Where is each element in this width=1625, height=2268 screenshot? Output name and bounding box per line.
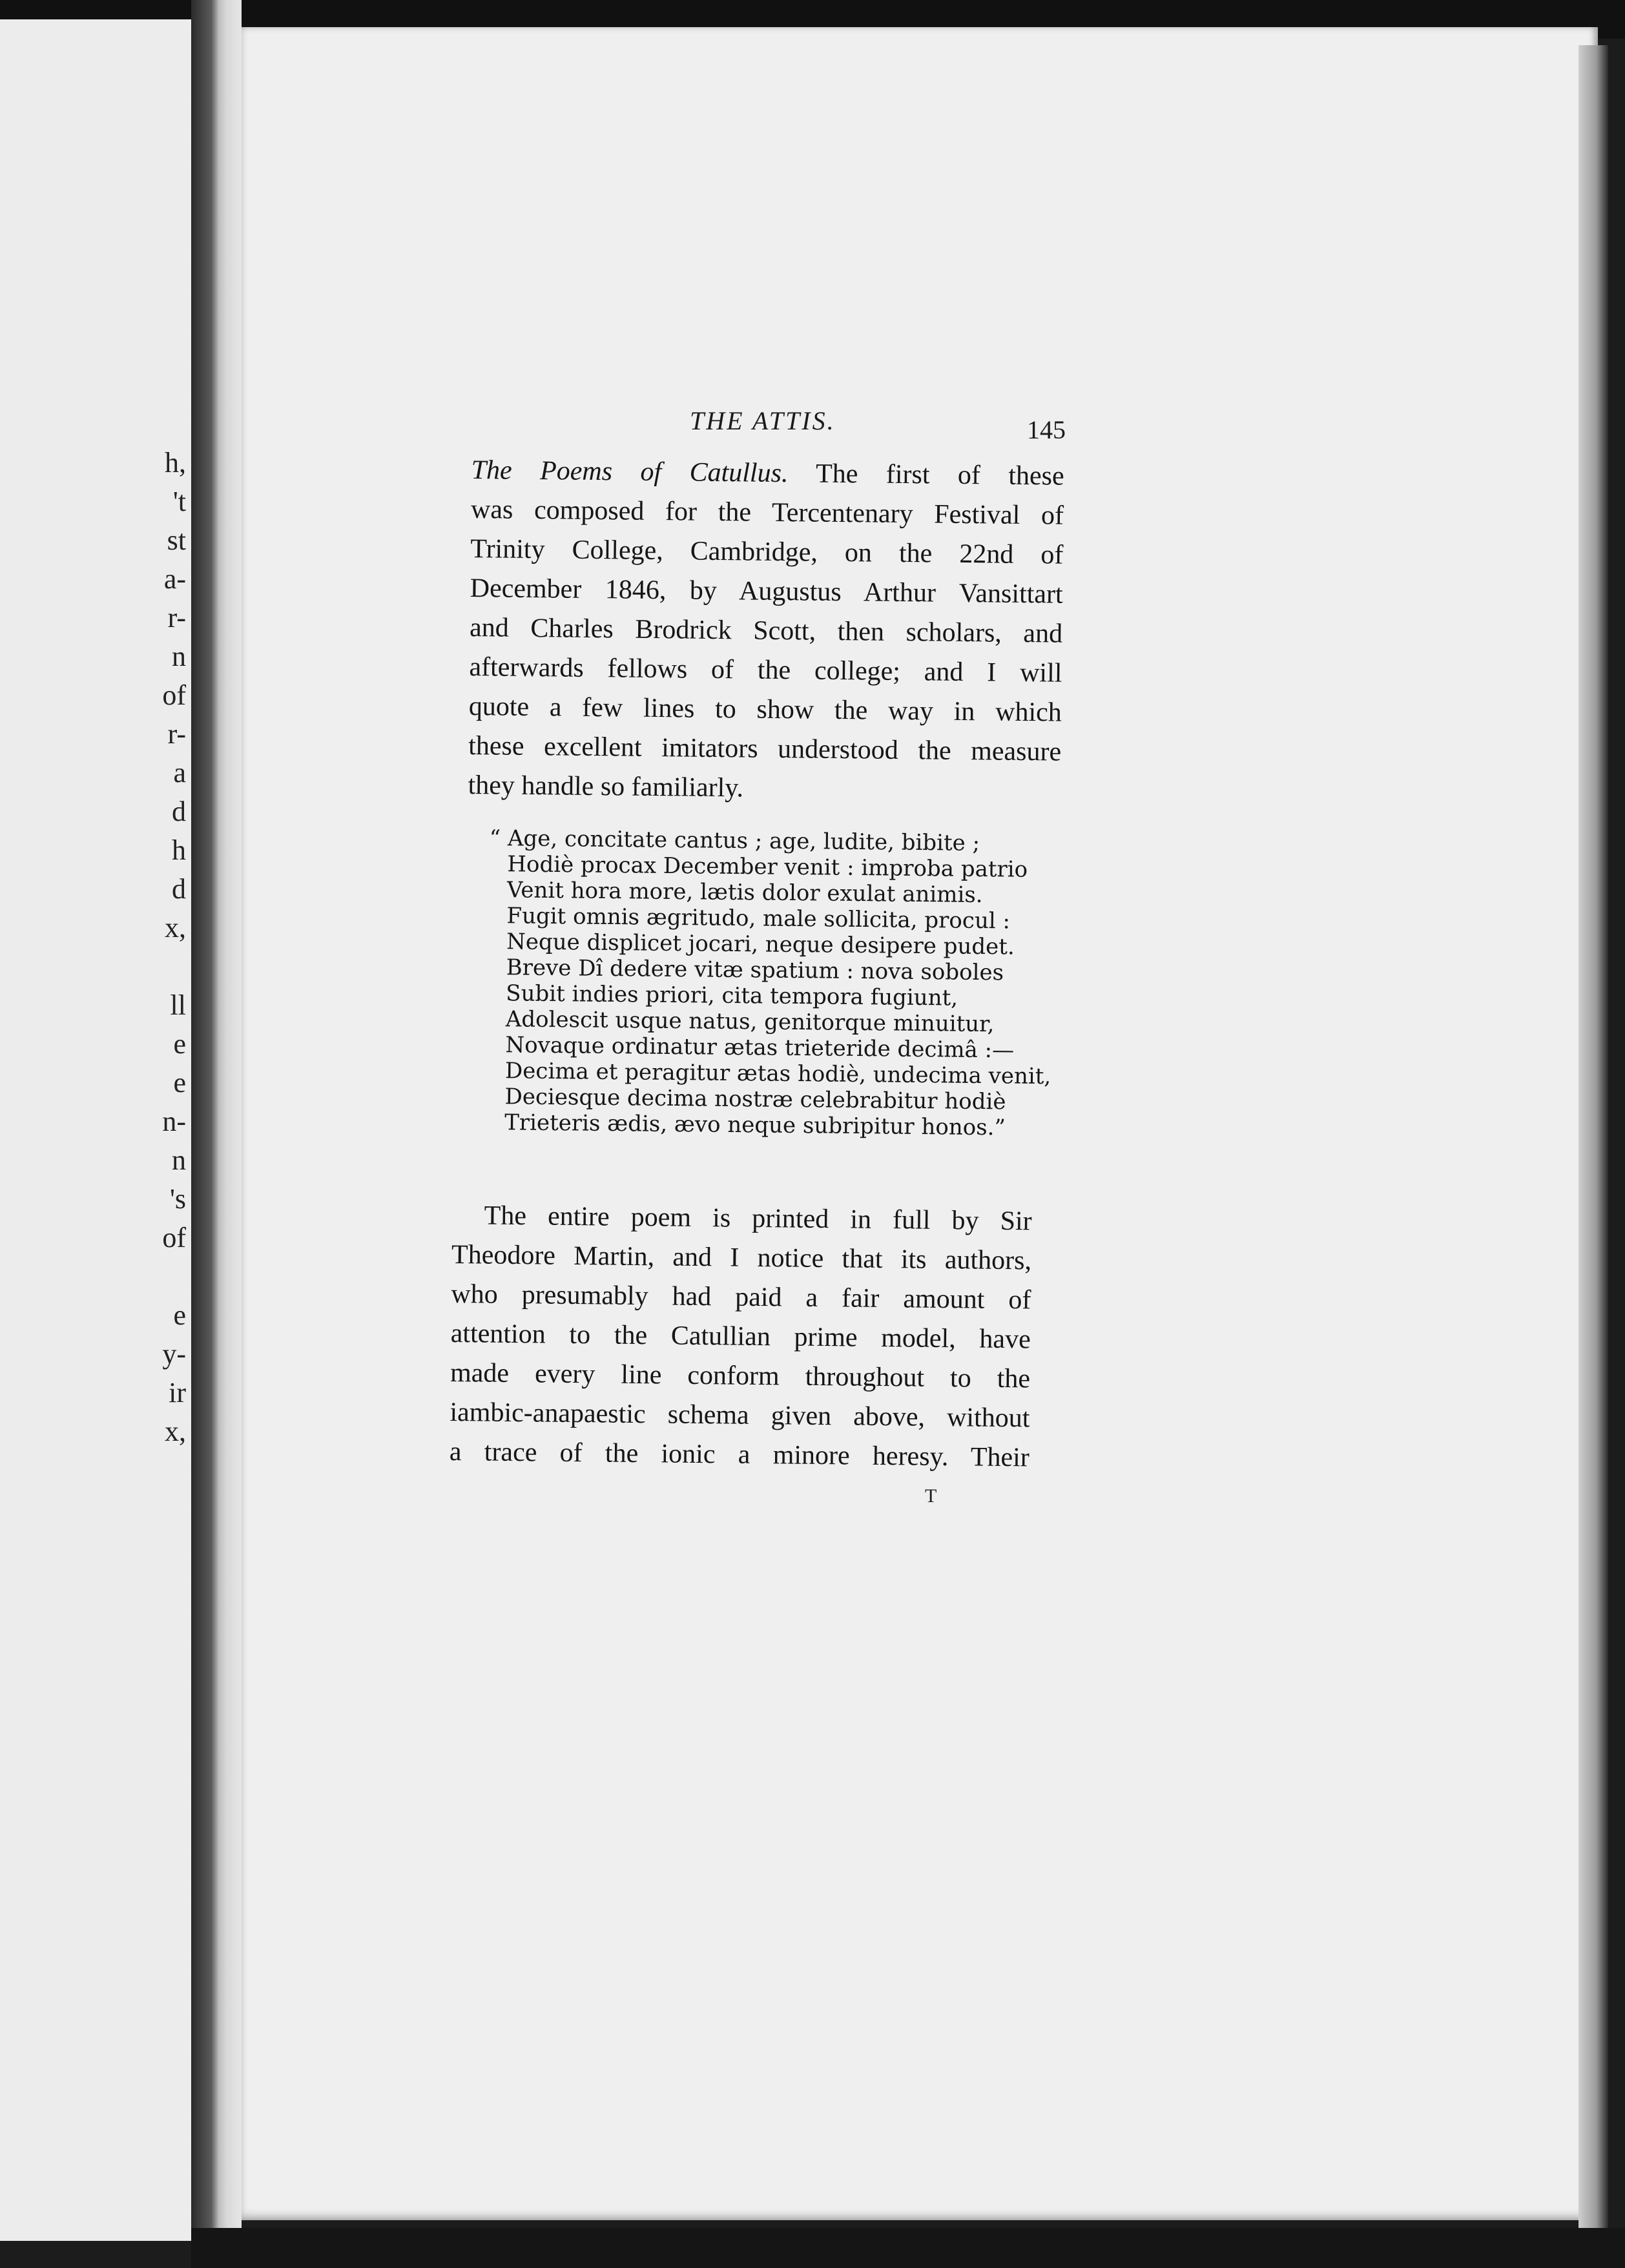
text-line: The entire poem is printed in full by Sir	[484, 1201, 1032, 1237]
quote-line: Fugit omnis ægritudo, male sollicita, procul :	[506, 903, 1011, 934]
left-fragment: 's	[169, 1183, 186, 1215]
intro-paragraph	[468, 451, 1064, 812]
text-line: attention to the Catullian prime model, have	[450, 1318, 1031, 1355]
left-fragment: h	[172, 834, 186, 866]
quote-line: Deciesque decima nostræ celebrabitur hodiè	[504, 1084, 1006, 1115]
left-fragment: ll	[170, 989, 186, 1021]
left-fragment: n	[172, 1144, 186, 1176]
closing-paragraph	[450, 1196, 1032, 1478]
book-title: The Poems of Catullus.	[471, 455, 789, 489]
quote-line: Novaque ordinatur ætas trieteride decimâ :—	[505, 1032, 1015, 1064]
left-fragment: y-	[162, 1338, 186, 1370]
left-fragment: e	[173, 1067, 186, 1098]
left-fragment: x,	[165, 1416, 186, 1447]
left-fragment: e	[173, 1299, 186, 1331]
book-gutter	[191, 0, 242, 2268]
left-fragment: 't	[172, 486, 186, 517]
left-fragment: h,	[165, 447, 186, 479]
quote-line: Decima et peragitur ætas hodiè, undecima venit,	[504, 1058, 1051, 1090]
quote-line: Adolescit usque natus, genitorque minuitur,	[505, 1006, 995, 1038]
text-line: December 1846, by Augustus Arthur Vansittart	[470, 573, 1063, 610]
quote-line: Hodiè procax December venit : improba patrio	[507, 851, 1028, 883]
quote-line: “ Age, concitate cantus ; age, ludite, bibite ;	[489, 825, 980, 856]
quote-line: Subit indies priori, cita tempora fugiunt,	[506, 980, 958, 1011]
left-fragment: of	[162, 1222, 186, 1253]
text-line	[471, 451, 1064, 497]
left-fragment: r-	[167, 602, 186, 634]
left-fragment: of	[162, 679, 186, 711]
left-fragment: a	[173, 757, 186, 789]
scan-bottom-band	[191, 2228, 1625, 2268]
left-fragment: e	[173, 1028, 186, 1060]
left-fragment: x,	[165, 912, 186, 943]
quote-line: Venit hora more, lætis dolor exulat animis.	[506, 877, 983, 909]
page-number: 145	[1027, 415, 1066, 444]
page-edge	[1578, 45, 1608, 2228]
latin-quotation	[486, 825, 1051, 1141]
text-line: afterwards fellows of the college; and I will	[469, 652, 1062, 688]
quote-line: Neque displicet jocari, neque desipere pudet.	[506, 929, 1015, 960]
left-fragment: ir	[169, 1377, 186, 1408]
text-line: a trace of the ionic a minore heresy. Their	[449, 1436, 1030, 1473]
text-line: and Charles Brodrick Scott, then scholars, and	[469, 612, 1063, 649]
text-line: Trinity College, Cambridge, on the 22nd of	[470, 533, 1064, 570]
left-fragment: a-	[163, 563, 186, 595]
text-line: made every line conform throughout to the	[450, 1357, 1031, 1394]
signature-mark: T	[925, 1485, 937, 1507]
text-line: who presumably had paid a fair amount of	[451, 1279, 1031, 1315]
left-page-edge	[0, 19, 191, 2241]
left-fragment: n	[172, 641, 186, 672]
left-fragment: n-	[162, 1106, 186, 1137]
text-run: The first of these	[788, 459, 1064, 491]
text-line: quote a few lines to show the way in which	[468, 691, 1062, 728]
left-fragment: d	[172, 796, 186, 827]
text-line: iambic-anapaestic schema given above, without	[450, 1397, 1030, 1434]
left-fragment: st	[167, 524, 186, 556]
text-line: they handle so familiarly.	[468, 770, 744, 803]
running-head: THE ATTIS.	[690, 406, 836, 435]
text-line: these excellent imitators understood the measure	[468, 730, 1062, 767]
text-line: Theodore Martin, and I notice that its authors,	[451, 1239, 1032, 1276]
quote-line: Breve Dî dedere vitæ spatium : nova soboles	[506, 954, 1004, 986]
quote-line: Trieteris ædis, ævo neque subripitur honos.”	[504, 1109, 1006, 1141]
text-line: was composed for the Tercentenary Festival of	[470, 494, 1064, 531]
left-fragment: r-	[167, 718, 186, 750]
left-fragment: d	[172, 873, 186, 905]
